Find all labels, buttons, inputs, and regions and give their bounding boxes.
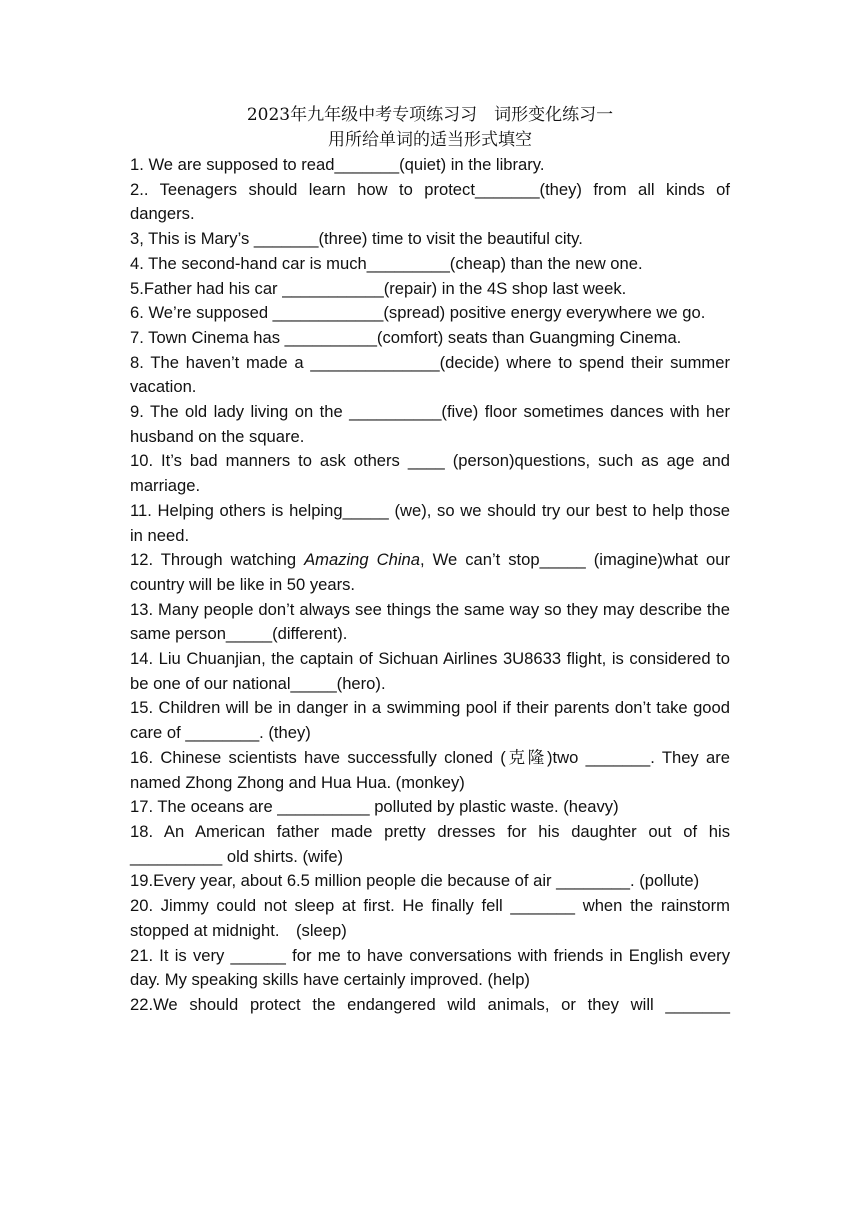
exercise-item-10: 10. It’s bad manners to ask others ____ (person)questions, such as age and marriage. bbox=[130, 451, 730, 496]
worksheet-subtitle: 用所给单词的适当形式填空 bbox=[328, 130, 532, 150]
exercise-item-8: 8. The haven’t made a ______________(decide) where to spend their summer vacation. bbox=[130, 352, 730, 397]
worksheet-title: 2023年九年级中考专项练习习 词形变化练习一 bbox=[246, 105, 614, 125]
exercise-item-20: 20. Jimmy could not sleep at first. He finally fell _______ when the rainstorm stopped at midnight. (sleep) bbox=[130, 896, 730, 940]
exercise-item-2: 2.. Teenagers should learn how to protect_______(they) from all kinds of dangers. bbox=[130, 179, 730, 224]
exercise-item-9: 9. The old lady living on the __________(five) floor sometimes dances with her husband on the square. bbox=[130, 402, 730, 446]
exercise-item-12-italic-title: Amazing China bbox=[304, 550, 420, 570]
exercise-item-21: 21. It is very ______ for me to have conversations with friends in English every day. My speaking skills have certainly improved. (help) bbox=[130, 945, 730, 990]
exercise-item-15: 15. Children will be in danger in a swimming pool if their parents don’t take good care of ________. (they) bbox=[130, 698, 730, 743]
exercise-list bbox=[130, 153, 730, 1018]
exercise-item-12 bbox=[130, 548, 730, 597]
worksheet-page bbox=[130, 103, 730, 1018]
exercise-item-14: 14. Liu Chuanjian, the captain of Sichuan Airlines 3U8633 flight, is considered to be one of our national_____(hero). bbox=[130, 649, 730, 693]
exercise-item-5: 5.Father had his car ___________(repair) in the 4S shop last week. bbox=[130, 278, 627, 298]
exercise-item-12-after: , We can’t stop_____ (imagine)what our country will be like in 50 years. bbox=[130, 550, 730, 594]
exercise-item-11: 11. Helping others is helping_____ (we), so we should try our best to help those in need. bbox=[130, 500, 730, 545]
exercise-item-18: 18. An American father made pretty dresses for his daughter out of his __________ old shirts. (wife) bbox=[130, 821, 730, 866]
exercise-item-17: 17. The oceans are __________ polluted by plastic waste. (heavy) bbox=[130, 797, 619, 817]
exercise-item-13: 13. Many people don’t always see things the same way so they may describe the same person_____(different). bbox=[130, 599, 730, 644]
exercise-item-1: 1. We are supposed to read_______(quiet) in the library. bbox=[130, 155, 545, 174]
exercise-item-16: 16. Chinese scientists have successfully cloned (克隆)two _______. They are named Zhong Zhong and Hua Hua. (monkey) bbox=[130, 747, 730, 792]
exercise-item-3: 3, This is Mary’s _______(three) time to visit the beautiful city. bbox=[130, 229, 583, 249]
exercise-item-22: 22.We should protect the endangered wild animals, or they will _______ bbox=[130, 994, 730, 1014]
exercise-item-12-before: 12. Through watching bbox=[130, 550, 305, 570]
exercise-item-19: 19.Every year, about 6.5 million people die because of air ________. (pollute) bbox=[130, 871, 700, 891]
exercise-item-6: 6. We’re supposed ____________(spread) positive energy everywhere we go. bbox=[130, 303, 706, 323]
exercise-item-4: 4. The second-hand car is much_________(cheap) than the new one. bbox=[130, 253, 643, 273]
exercise-item-7: 7. Town Cinema has __________(comfort) seats than Guangming Cinema. bbox=[130, 327, 682, 347]
